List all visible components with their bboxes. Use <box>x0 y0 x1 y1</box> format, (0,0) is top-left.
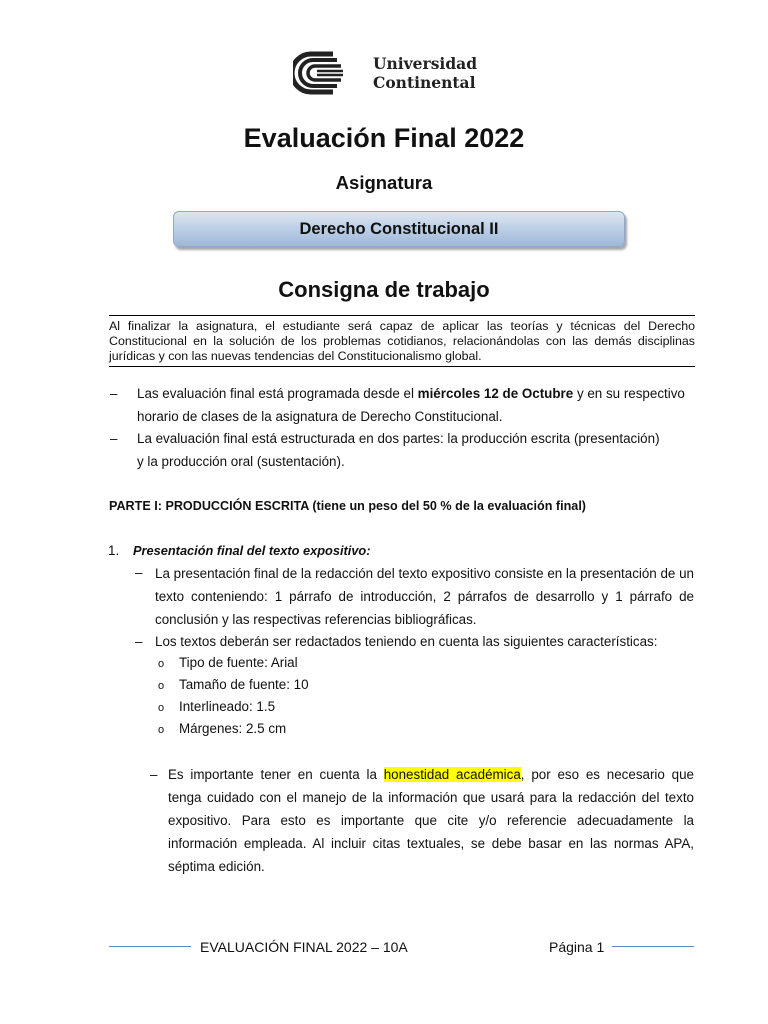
spec-bullet: o <box>158 724 165 736</box>
intro-paragraph: Al finalizar la asignatura, el estudiante será capaz de aplicar las teorías y técnicas del Derecho Constitucional en la solución de los problemas cotidianos, relacionándolas con las demás disciplinas jurídicas y con las nuevas tendencias del Constitucionalismo global. <box>109 315 695 367</box>
note-text-a: Es importante tener en cuenta la <box>168 767 384 782</box>
university-logo <box>293 50 478 96</box>
footer-title: EVALUACIÓN FINAL 2022 – 10A <box>200 939 408 955</box>
footer-rule-right <box>612 946 694 947</box>
logo-line-2: Continental <box>373 73 476 92</box>
bullet-1-date: miércoles 12 de Octubre <box>417 386 574 401</box>
subject-label: Asignatura <box>335 172 433 193</box>
bullet-dash: – <box>110 386 118 401</box>
bullet-2-line-2: y la producción oral (sustentación). <box>137 454 345 469</box>
bullet-2-line-1: La evaluación final está estructurada en dos partes: la producción escrita (presentación) <box>137 431 660 446</box>
bullet-1-text-a: Las evaluación final está programada desde el <box>137 386 418 401</box>
note-dash: – <box>150 767 158 782</box>
bullet-1-text-b: y en su respectivo <box>573 386 685 401</box>
academic-honesty-note <box>168 763 694 878</box>
spec-bullet: o <box>158 680 165 692</box>
spec-bullet: o <box>158 702 165 714</box>
page-number: Página 1 <box>549 939 605 955</box>
spec-item: Tamaño de fuente: 10 <box>179 677 309 692</box>
bullet-dash: – <box>110 431 118 446</box>
sub-bullet-dash: – <box>135 634 143 649</box>
spec-bullet: o <box>158 658 165 670</box>
note-text-b: , por eso es necesario que tenga cuidado con el manejo de la información que usará para la redacción del texto expositivo. Para esto es importante que cite y/o referencie adecuadamente la información empleada. Al incluir citas textuales, se debe basar en las normas APA, séptima edición. <box>168 767 694 874</box>
bullet-1-line-1 <box>137 386 685 402</box>
subject-name-box: Derecho Constitucional II <box>173 211 625 247</box>
section-title: Consigna de trabajo <box>278 277 490 302</box>
page-title: Evaluación Final 2022 <box>243 123 525 153</box>
item-number: 1. <box>108 543 120 558</box>
sub-bullet-dash: – <box>135 565 143 580</box>
sub-item-2: Los textos deberán ser redactados teniendo en cuenta las siguientes características: <box>155 634 658 649</box>
bullet-1-line-2: horario de clases de la asignatura de Derecho Constitucional. <box>137 409 503 424</box>
logo-line-1: Universidad <box>373 54 478 73</box>
spec-item: Márgenes: 2.5 cm <box>179 721 287 736</box>
spec-item: Tipo de fuente: Arial <box>179 655 298 670</box>
spec-item: Interlineado: 1.5 <box>179 699 276 714</box>
note-highlight: honestidad académica <box>383 767 521 782</box>
part-1-heading: PARTE I: PRODUCCIÓN ESCRITA (tiene un peso del 50 % de la evaluación final) <box>109 499 587 513</box>
sub-item-1: La presentación final de la redacción del texto expositivo consiste en la presentación de un texto conteniendo: 1 párrafo de introducción, 2 párrafos de desarrollo y 1 párrafo de conclusión y las respectivas referencias bibliográficas. <box>155 566 694 627</box>
item-title: Presentación final del texto expositivo: <box>133 543 371 558</box>
footer-rule-left <box>109 946 191 947</box>
university-logo-icon <box>293 50 365 96</box>
